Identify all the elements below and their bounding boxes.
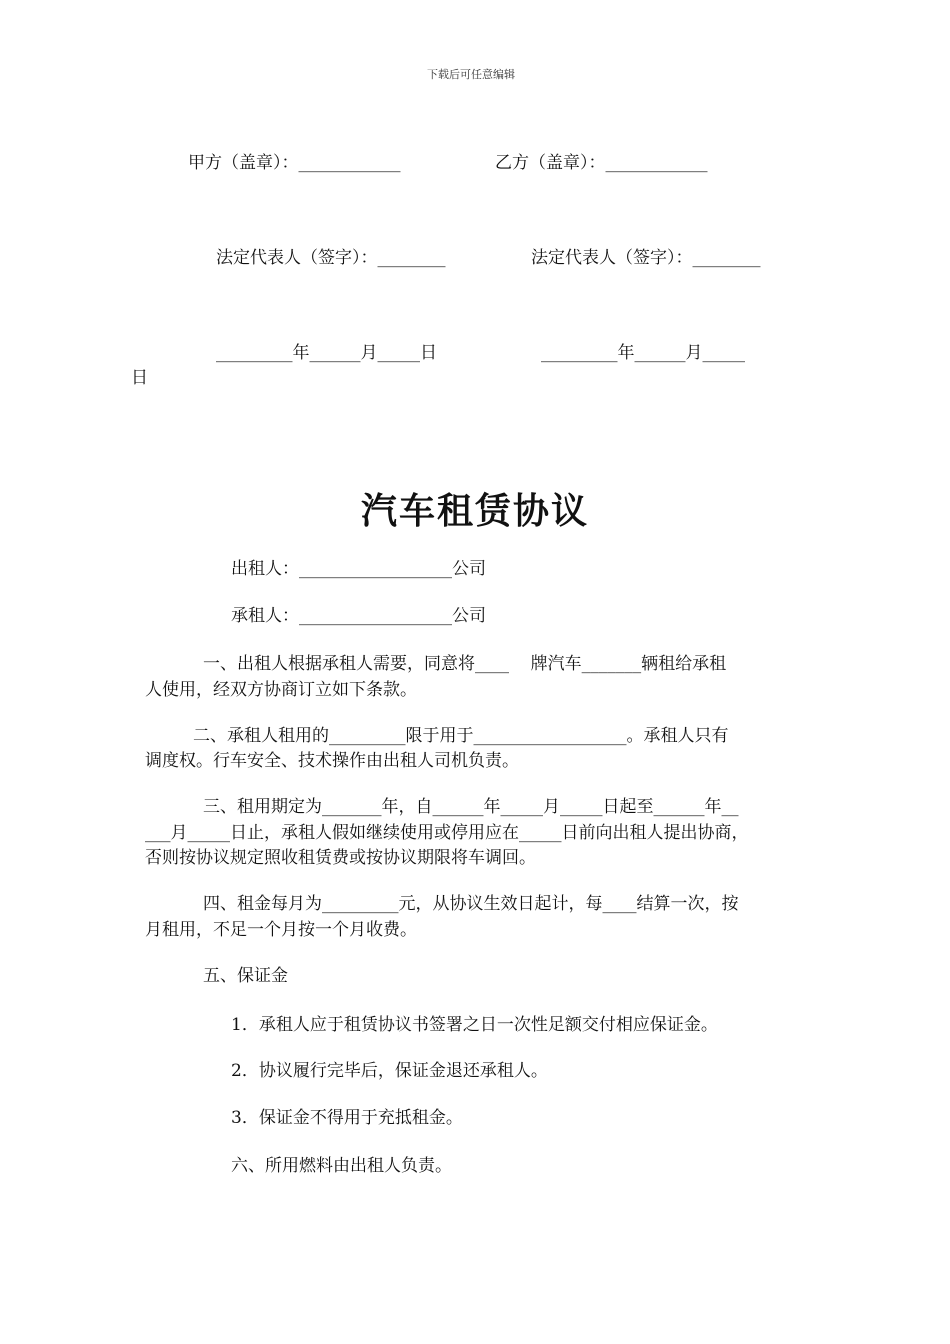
fuel-clause: 六、所用燃料由出租人负责。 — [231, 1156, 452, 1176]
clause-line: 月租用，不足一个月按一个月收费。 — [145, 920, 417, 940]
clause-line: 否则按协议规定照收租赁费或按协议期限将车调回。 — [145, 848, 536, 868]
clause-line: ___月_____日止，承租人假如继续使用或停用应在_____日前向出租人提出协商， — [145, 823, 749, 843]
clause-line: 调度权。行车安全、技术操作由出租人司机负责。 — [145, 751, 519, 771]
party-a-date: _________年______月_____日 — [216, 343, 437, 363]
party-b-seal: 乙方（盖章）：____________ — [495, 153, 708, 173]
page-header: 下载后可任意编辑 — [427, 68, 515, 81]
list-item: 3．保证金不得用于充抵租金。 — [231, 1108, 463, 1128]
party-b-date-wrap: 日 — [131, 368, 148, 388]
deposit-heading: 五、保证金 — [203, 966, 288, 986]
clause-line: 人使用，经双方协商订立如下条款。 — [145, 680, 417, 700]
list-item: 2．协议履行完毕后，保证金退还承租人。 — [231, 1061, 548, 1081]
document-title: 汽车租赁协议 — [360, 490, 589, 532]
lessee-line: 承租人：__________________公司 — [231, 606, 486, 626]
clause-line: 一、出租人根据承租人需要，同意将____ 牌汽车_______辆租给承租 — [203, 654, 727, 674]
party-b-representative: 法定代表人（签字）：________ — [531, 248, 761, 268]
clause-line: 二、承租人租用的_________限于用于__________________。承租人只有 — [193, 726, 729, 746]
party-a-seal: 甲方（盖章）：____________ — [188, 153, 401, 173]
list-item: 1．承租人应于租赁协议书签署之日一次性足额交付相应保证金。 — [231, 1015, 718, 1035]
party-a-representative: 法定代表人（签字）：________ — [216, 248, 446, 268]
lessor-line: 出租人：__________________公司 — [231, 559, 486, 579]
party-b-date: _________年______月_____ — [541, 343, 745, 363]
clause-line: 四、租金每月为_________元，从协议生效日起计，每____结算一次，按 — [203, 894, 739, 914]
clause-line: 三、租用期定为_______年，自______年_____月_____日起至______年__ — [203, 797, 739, 817]
